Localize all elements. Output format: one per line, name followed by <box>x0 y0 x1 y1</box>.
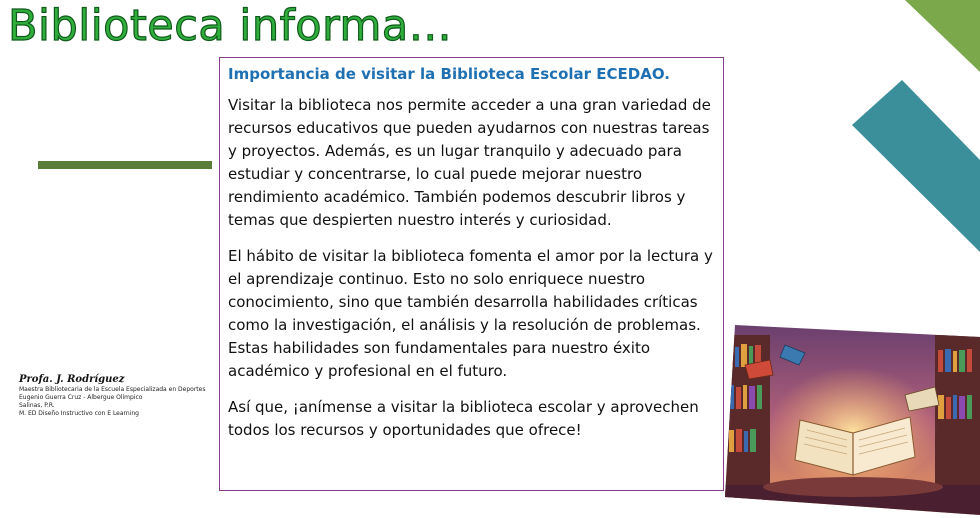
library-illustration <box>725 325 980 515</box>
content-box <box>219 57 724 491</box>
paragraph-3: Así que, ¡anímense a visitar la biblioteca escolar y aprovechen todos los recursos y oportunidades que ofrece! <box>228 398 699 439</box>
paragraph-2: El hábito de visitar la biblioteca fomenta el amor por la lectura y el aprendizaje continuo. Esto no solo enriquece nuestro conocimiento, sino que también desarrolla habilidades críticas como la investigación, el análisis y la resolución de problemas. Estas habilidades son fundamentales para nuestro éxito académico y profesional en el futuro. <box>228 247 713 380</box>
author-line-1: Maestra Bibliotecaria de la Escuela Especializada en Deportes <box>19 386 206 393</box>
green-accent-bar <box>38 161 212 169</box>
author-line-3: Salinas, P.R. <box>19 402 55 409</box>
author-name: Profa. J. Rodríguez <box>19 374 125 385</box>
teal-parallelogram <box>852 80 980 252</box>
slide-title: Biblioteca informa… <box>8 1 453 51</box>
content-heading: Importancia de visitar la Biblioteca Escolar ECEDAO. <box>228 65 670 83</box>
author-line-2: Eugenio Guerra Cruz - Albergue Olímpico <box>19 394 143 401</box>
light-green-triangle <box>905 0 980 72</box>
paragraph-1: Visitar la biblioteca nos permite acceder a una gran variedad de recursos educativos que pueden ayudarnos con nuestras tareas y proyectos. Además, es un lugar tranquilo y adecuado para estudiar y concentrarse, lo cual puede mejorar nuestro rendimiento académico. También podemos descubrir libros y temas que despierten nuestro interés y curiosidad. <box>228 96 711 229</box>
author-line-4: M. ED Diseño Instructivo con E Learning <box>19 410 139 417</box>
author-credits <box>19 374 209 418</box>
